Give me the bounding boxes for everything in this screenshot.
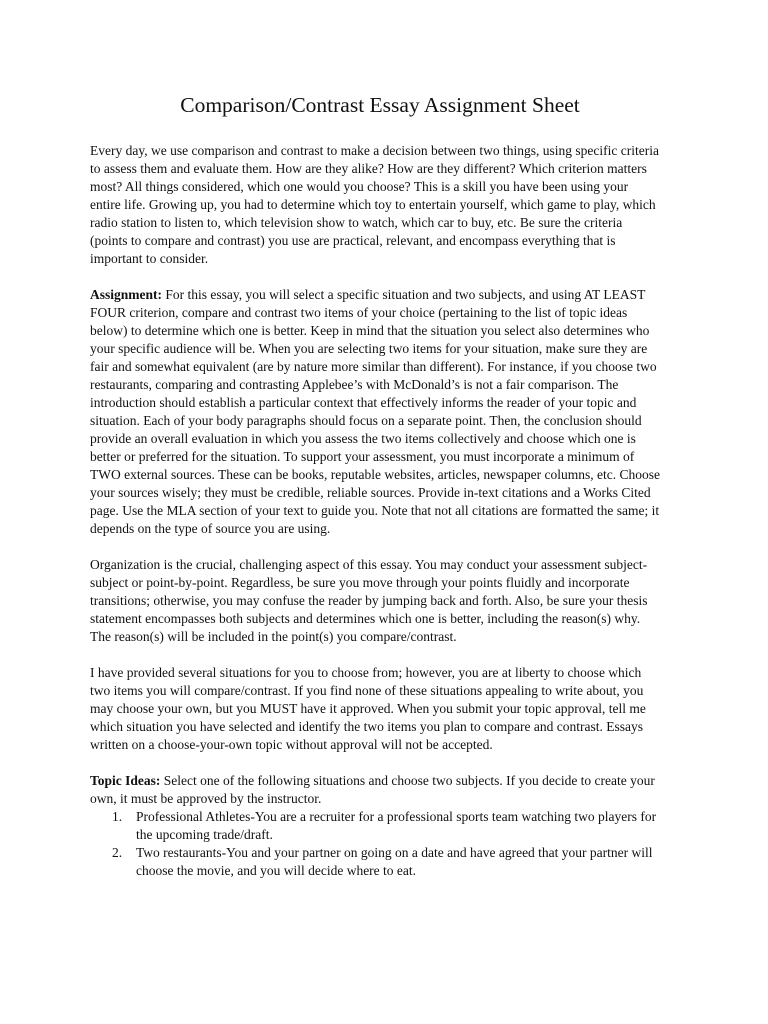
topic-list	[90, 808, 662, 880]
assignment-paragraph	[90, 286, 662, 538]
assignment-text: For this essay, you will select a specific situation and two subjects, and using AT LEAST FOUR criterion, compare and contrast two items of your choice (pertaining to the list of topic ideas below) to determine which one is better. Keep in mind that the situation you select also determines who your specific audience will be. When you are selecting two items for your situation, make sure they are fair and somewhat equivalent (are by nature more similar than different). For instance, if you choose two restaurants, comparing and contrasting Applebee’s with McDonald’s is not a fair comparison. The introduction should establish a particular context that effectively informs the reader of your topic and situation. Each of your body paragraphs should focus on a separate point. Then, the conclusion should provide an overall evaluation in which you assess the two items collectively and choose which one is better or preferred for the situation. To support your assessment, you must incorporate a minimum of TWO external sources. These can be books, reputable websites, articles, newspaper columns, etc. Choose your sources wisely; they must be credible, reliable sources. Provide in-text citations and a Works Cited page. Use the MLA section of your text to guide you. Note that not all citations are formatted the same; it depends on the type of source you are using.	[90, 287, 660, 536]
document-title: Comparison/Contrast Essay Assignment Sheet	[180, 93, 580, 117]
intro-paragraph: Every day, we use comparison and contrast to make a decision between two things, using specific criteria to assess them and evaluate them. How are they alike? How are they different? Which criterion matters most? All things considered, which one would you choose? This is a skill you have been using your entire life. Growing up, you had to determine which toy to entertain yourself, which game to play, which radio station to listen to, which television show to watch, which car to buy, etc. Be sure the criteria (points to compare and contrast) you use are practical, relevant, and encompass everything that is important to consider.	[90, 143, 659, 266]
topic-ideas-paragraph	[90, 772, 662, 808]
list-item-number: 2.	[112, 845, 123, 860]
topic-ideas-text: Select one of the following situations and choose two subjects. If you decide to create your own, it must be approved by the instructor.	[90, 773, 655, 806]
assignment-heading: Assignment:	[90, 287, 163, 302]
list-item-text: Professional Athletes-You are a recruiter for a professional sports team watching two players for the upcoming trade/draft.	[136, 809, 657, 842]
situations-paragraph: I have provided several situations for you to choose from; however, you are at liberty to choose which two items you will compare/contrast. If you find none of these situations appealing to write about, you may choose your own, but you MUST have it approved. When you submit your topic approval, tell me which situation you have selected and identify the two items you plan to compare and contrast. Essays written on a choose-your-own topic without approval will not be accepted.	[90, 665, 646, 752]
list-item	[90, 844, 662, 880]
list-item-number: 1.	[112, 809, 123, 824]
list-item	[90, 808, 662, 844]
organization-paragraph: Organization is the crucial, challenging aspect of this essay. You may conduct your assessment subject-subject or point-by-point. Regardless, be sure you move through your points fluidly and incorporate transitions; otherwise, you may confuse the reader by jumping back and forth. Also, be sure your thesis statement encompasses both subjects and determines which one is better, including the reason(s) why. The reason(s) will be included in the point(s) you compare/contrast.	[90, 557, 648, 644]
list-item-text: Two restaurants-You and your partner on going on a date and have agreed that your partner will choose the movie, and you will decide where to eat.	[136, 845, 653, 878]
topic-ideas-heading: Topic Ideas:	[90, 773, 161, 788]
